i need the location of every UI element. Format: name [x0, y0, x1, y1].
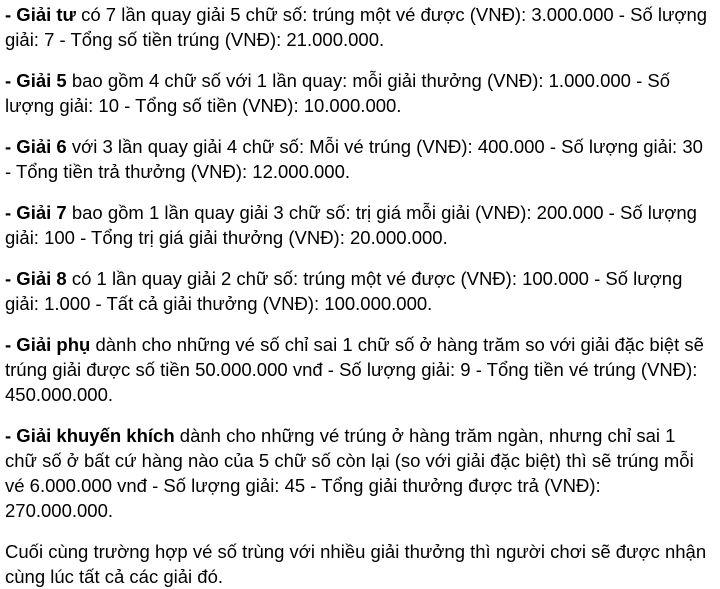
prize-paragraph-giai-khuyen-khich — [5, 423, 712, 523]
prize-paragraph-giai-7 — [5, 200, 712, 250]
prize-label: - Giải 5 — [5, 70, 67, 91]
prize-paragraph-giai-phu — [5, 332, 712, 407]
prize-label: - Giải 7 — [5, 202, 67, 223]
closing-paragraph: Cuối cùng trường hợp vé số trùng với nhiều giải thưởng thì người chơi sẽ được nhận cùng lúc tất cả các giải đó. — [5, 541, 707, 587]
prize-text: với 3 lần quay giải 4 chữ số: Mỗi vé trúng (VNĐ): 400.000 - Số lượng giải: 30 - Tổng tiền trả thưởng (VNĐ): 12.000.000. — [5, 136, 703, 182]
prize-paragraph-giai-8 — [5, 266, 712, 316]
prize-text: bao gồm 4 chữ số với 1 lần quay: mỗi giải thưởng (VNĐ): 1.000.000 - Số lượng giải: 10 - Tổng số tiền (VNĐ): 10.000.000. — [5, 70, 671, 116]
document-body — [0, 2, 720, 589]
prize-paragraph-giai-6 — [5, 134, 712, 184]
prize-label: - Giải 6 — [5, 136, 67, 157]
prize-paragraph-giai-tu — [5, 2, 712, 52]
prize-text: có 7 lần quay giải 5 chữ số: trúng một vé được (VNĐ): 3.000.000 - Số lượng giải: 7 - Tổng số tiền trúng (VNĐ): 21.000.000. — [5, 4, 708, 50]
prize-label: - Giải 8 — [5, 268, 67, 289]
prize-label: - Giải phụ — [5, 334, 91, 355]
prize-label: - Giải tư — [5, 4, 76, 25]
prize-text: dành cho những vé trúng ở hàng trăm ngàn, nhưng chỉ sai 1 chữ số ở bất cứ hàng nào của 5 chữ số còn lại (so với giải đặc biệt) thì sẽ trúng mỗi vé 6.000.000 vnđ - Số lượng giải: 45 - Tổng giải thưởng được trả (VNĐ): 270.000.000. — [5, 425, 694, 521]
prize-text: bao gồm 1 lần quay giải 3 chữ số: trị giá mỗi giải (VNĐ): 200.000 - Số lượng giải: 100 - Tổng trị giá giải thưởng (VNĐ): 20.000.000. — [5, 202, 697, 248]
prize-text: dành cho những vé số chỉ sai 1 chữ số ở hàng trăm so với giải đặc biệt sẽ trúng giải được số tiền 50.000.000 vnđ - Số lượng giải: 9 - Tổng tiền vé trúng (VNĐ): 450.000.000. — [5, 334, 704, 405]
prize-label: - Giải khuyến khích — [5, 425, 175, 446]
prize-paragraph-giai-5 — [5, 68, 712, 118]
prize-text: có 1 lần quay giải 2 chữ số: trúng một vé được (VNĐ): 100.000 - Số lượng giải: 1.000 - Tất cả giải thưởng (VNĐ): 100.000.000. — [5, 268, 683, 314]
